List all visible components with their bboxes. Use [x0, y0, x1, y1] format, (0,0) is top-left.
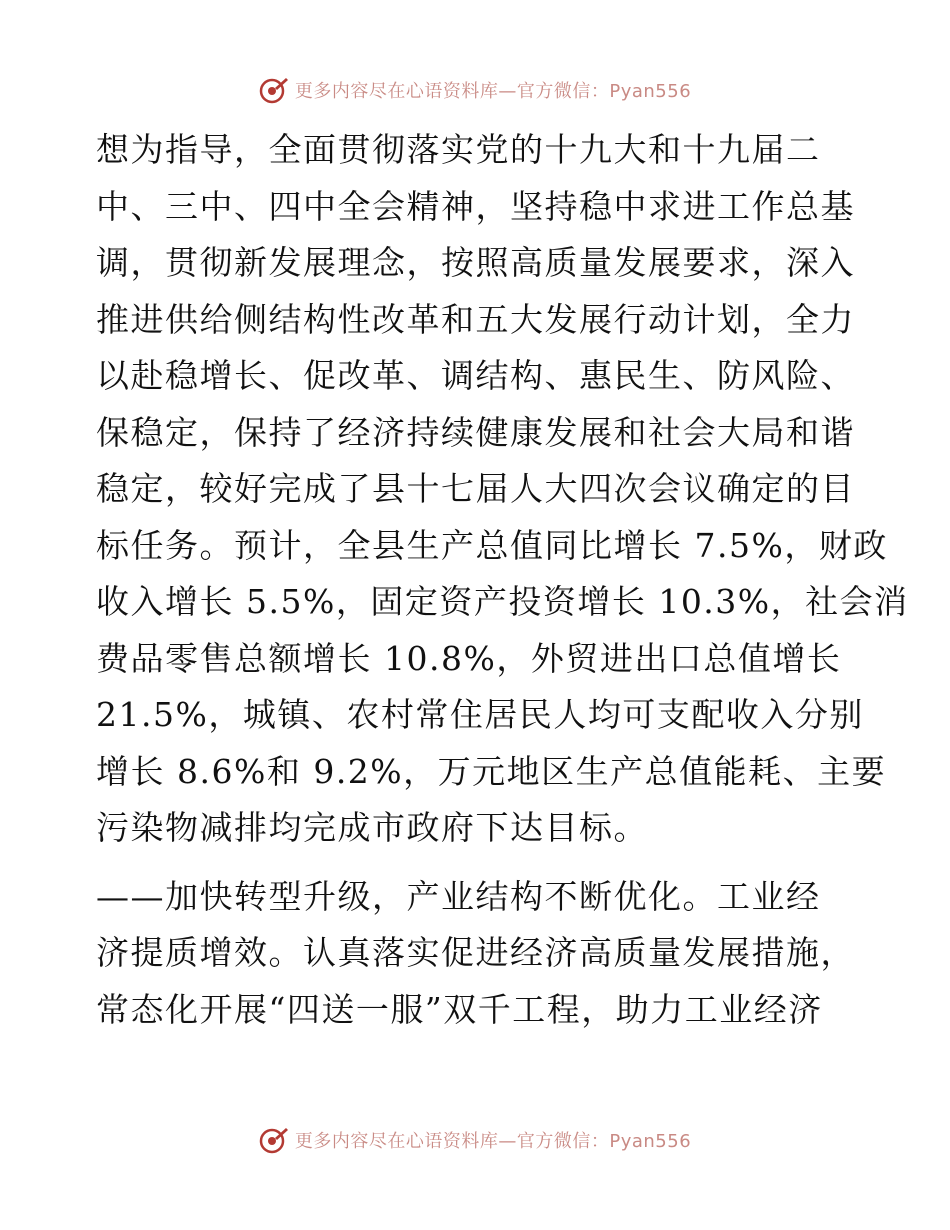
header-watermark	[0, 72, 950, 108]
pen-logo-icon	[259, 1125, 289, 1155]
text-line: 增长 8.6%和 9.2%，万元地区生产总值能耗、主要	[96, 751, 887, 791]
paragraph-2	[96, 869, 866, 1039]
paragraph-1	[96, 122, 909, 857]
text-line: 稳定，较好完成了县十七届人大四次会议确定的目	[96, 469, 855, 508]
text-line: 济提质增效。认真落实促进经济高质量发展措施，	[96, 933, 855, 972]
text-line: 污染物减排均完成市政府下达目标。	[96, 808, 648, 847]
text-line: 想为指导，全面贯彻落实党的十九大和十九届二	[96, 130, 821, 169]
text-line: 以赴稳增长、促改革、调结构、惠民生、防风险、	[96, 356, 855, 395]
text-line: ——加快转型升级，产业结构不断优化。工业经	[96, 876, 821, 916]
text-line: 调，贯彻新发展理念，按照高质量发展要求，深入	[96, 243, 855, 282]
text-line: 收入增长 5.5%，固定资产投资增长 10.3%，社会消	[96, 582, 909, 621]
text-line: 保稳定，保持了经济持续健康发展和社会大局和谐	[96, 412, 855, 452]
text-line: 推进供给侧结构性改革和五大发展行动计划，全力	[96, 299, 855, 339]
text-line: 标任务。预计，全县生产总值同比增长 7.5%，财政	[96, 525, 888, 565]
text-line: 21.5%，城镇、农村常住居民人均可支配收入分别	[96, 695, 864, 734]
text-line: 中、三中、四中全会精神，坚持稳中求进工作总基	[96, 186, 855, 226]
footer-watermark	[0, 1122, 950, 1158]
footer-watermark-text: 更多内容尽在心语资料库—官方微信：Pyan556	[294, 1131, 692, 1152]
header-watermark-text: 更多内容尽在心语资料库—官方微信：Pyan556	[294, 81, 692, 102]
text-line: 费品零售总额增长 10.8%，外贸进出口总值增长	[96, 638, 842, 678]
text-line: 常态化开展“四送一服”双千工程，助力工业经济	[96, 989, 823, 1029]
document-body	[96, 122, 909, 1038]
pen-logo-icon	[259, 75, 289, 105]
